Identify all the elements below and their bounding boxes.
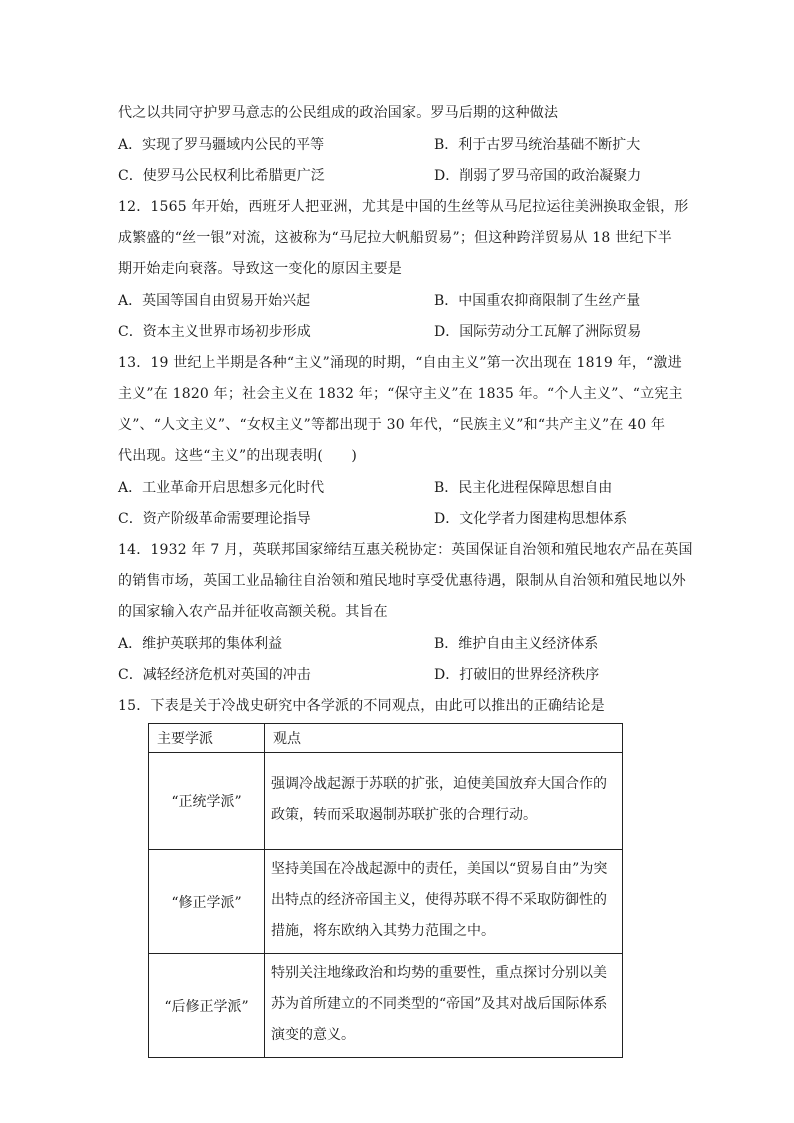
q13-stem-line-2: 主义”在 1820 年；社会主义在 1832 年；“保守主义”在 1835 年。“个人主义”、“立宪主 <box>118 386 683 402</box>
q11-option-b: B．利于古罗马统治基础不断扩大 <box>434 137 641 153</box>
header-view: 观点 <box>265 724 623 753</box>
school-name: “后修正学派” <box>149 954 265 1058</box>
q13-option-b: B．民主化进程保障思想自由 <box>434 480 613 496</box>
school-view: 强调冷战起源于苏联的扩张，迫使美国放弃大国合作的政策，转而采取遏制苏联扩张的合理行动。 <box>265 753 623 850</box>
q12-stem-line-2: 成繁盛的“丝一银”对流，这被称为“马尼拉大帆船贸易”；但这种跨洋贸易从 18 世纪下半 <box>118 230 672 246</box>
q13-option-a: A．工业革命开启思想多元化时代 <box>118 480 325 496</box>
q12-option-c: C．资本主义世界市场初步形成 <box>118 324 311 340</box>
q14-option-b: B．维护自由主义经济体系 <box>434 636 599 652</box>
school-view: 坚持美国在冷战起源中的责任，美国以“贸易自由”为突出特点的经济帝国主义，使得苏联不得不采取防御性的措施，将东欧纳入其势力范围之中。 <box>265 850 623 954</box>
table-header-row <box>149 724 623 753</box>
q13-stem-line-4: 代出现。这些“主义”的出现表明( ) <box>118 448 358 464</box>
q12-option-b: B．中国重农抑商限制了生丝产量 <box>434 293 641 309</box>
table-row <box>149 753 623 850</box>
q11-option-c: C．使罗马公民权利比希腊更广泛 <box>118 168 325 184</box>
q13-option-d: D．文化学者力图建构思想体系 <box>434 511 628 527</box>
q14-stem-line-1: 14．1932 年 7 月，英联邦国家缔结互惠关税协定：英国保证自治领和殖民地农产品在英国 <box>118 542 693 558</box>
school-name: “正统学派” <box>149 753 265 850</box>
q12-stem-line-3: 期开始走向衰落。导致这一变化的原因主要是 <box>118 261 402 277</box>
q13-option-c: C．资产阶级革命需要理论指导 <box>118 511 311 527</box>
school-name: “修正学派” <box>149 850 265 954</box>
school-view: 特别关注地缘政治和均势的重要性，重点探讨分别以美苏为首所建立的不同类型的“帝国”及其对战后国际体系演变的意义。 <box>265 954 623 1058</box>
q13-stem-line-1: 13．19 世纪上半期是各种“主义”涌现的时期，“自由主义”第一次出现在 1819 年，“激进 <box>118 355 682 371</box>
cold-war-schools-table <box>148 723 623 1058</box>
header-school: 主要学派 <box>149 724 265 753</box>
q14-stem-line-3: 的国家输入农产品并征收高额关税。其旨在 <box>118 604 388 620</box>
q11-option-a: A．实现了罗马疆域内公民的平等 <box>118 137 325 153</box>
q14-option-a: A．维护英联邦的集体利益 <box>118 636 283 652</box>
table-row <box>149 954 623 1058</box>
q12-stem-line-1: 12．1565 年开始，西班牙人把亚洲，尤其是中国的生丝等从马尼拉运往美洲换取金银，形 <box>118 199 689 215</box>
table-row <box>149 850 623 954</box>
q13-stem-line-3: 义”、“人文主义”、“女权主义”等都出现于 30 年代，“民族主义”和“共产主义”在 40 年 <box>118 417 666 433</box>
q14-option-d: D．打破旧的世界经济秩序 <box>434 667 600 683</box>
q14-option-c: C．减轻经济危机对英国的冲击 <box>118 667 311 683</box>
q12-option-d: D．国际劳动分工瓦解了洲际贸易 <box>434 324 642 340</box>
q11-option-d: D．削弱了罗马帝国的政治凝聚力 <box>434 168 642 184</box>
q12-option-a: A．英国等国自由贸易开始兴起 <box>118 293 311 309</box>
q14-stem-line-2: 的销售市场，英国工业品输往自治领和殖民地时享受优惠待遇，限制从自治领和殖民地以外 <box>118 573 686 589</box>
q15-stem: 15．下表是关于冷战史研究中各学派的不同观点，由此可以推出的正确结论是 <box>118 698 605 714</box>
prev-question-tail: 代之以共同守护罗马意志的公民组成的政治国家。罗马后期的这种做法 <box>118 105 559 121</box>
